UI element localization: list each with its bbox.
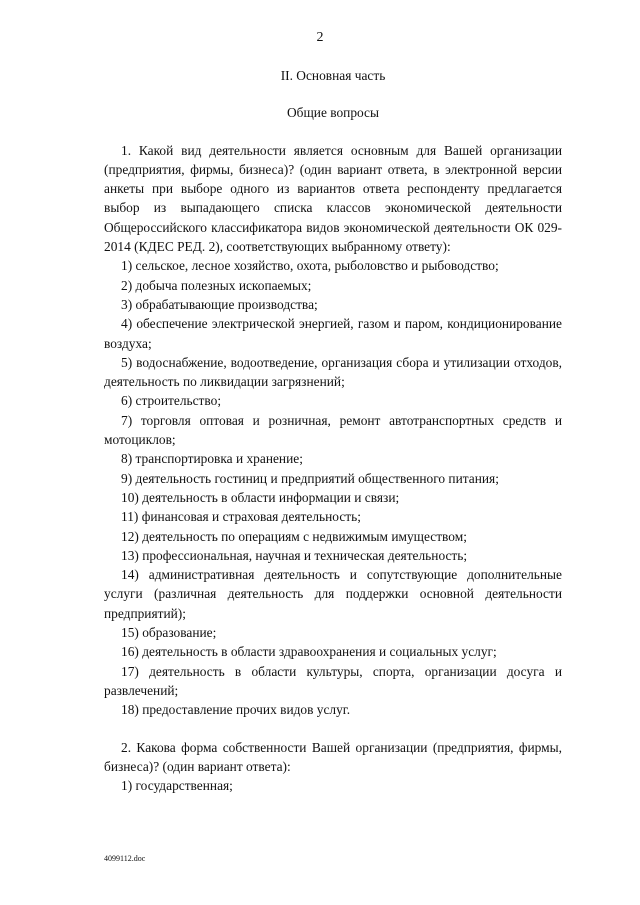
document-body: [104, 66, 562, 795]
question-2-text: 2. Какова форма собственности Вашей организации (предприятия, фирмы, бизнеса)? (один вариант ответа):: [104, 739, 562, 774]
answer-option: 1) сельское, лесное хозяйство, охота, рыболовство и рыбоводство;: [121, 258, 499, 274]
section-title: II. Основная часть: [280, 68, 386, 83]
answer-option: 7) торговля оптовая и розничная, ремонт автотранспортных средств и мотоциклов;: [104, 412, 562, 448]
answer-option: 14) административная деятельность и сопутствующие дополнительные услуги (различная деятельность для поддержки основной деятельности предприятий);: [104, 567, 562, 621]
answer-option: 18) предоставление прочих видов услуг.: [121, 702, 351, 718]
answer-option: 8) транспортировка и хранение;: [121, 451, 303, 467]
question-1-text: 1. Какой вид деятельности является основным для Вашей организации (предприятия, фирмы, бизнеса)? (один вариант ответа, в электронной версии анкеты при выборе одного из вариантов ответа респонденту предлагается выбор из выпадающего списка классов экономической деятельности Общероссийского классификатора видов экономической деятельности ОК 029-2014 (КДЕС РЕД. 2), соответствующих выбранному ответу):: [104, 142, 562, 255]
answer-option: 17) деятельность в области культуры, спорта, организации досуга и развлечений;: [104, 663, 562, 698]
subsection-title: Общие вопросы: [286, 105, 379, 121]
answer-option: 3) обрабатывающие производства;: [121, 296, 318, 312]
answer-option: 15) образование;: [121, 625, 217, 641]
answer-option: 13) профессиональная, научная и техническая деятельность;: [121, 547, 468, 563]
answer-option: 4) обеспечение электрической энергией, газом и паром, кондиционирование воздуха;: [104, 316, 562, 351]
answer-option: 6) строительство;: [121, 393, 222, 409]
page-number: 2: [316, 30, 324, 45]
file-name-footer: 4099112.doc: [104, 854, 146, 863]
answer-option: 12) деятельность по операциям с недвижимым имуществом;: [121, 528, 467, 544]
answer-option: 1) государственная;: [121, 778, 233, 794]
question-2-options: [104, 776, 562, 795]
answer-option: 2) добыча полезных ископаемых;: [121, 277, 312, 293]
question-1-options: [104, 256, 562, 719]
spacer: [104, 720, 562, 738]
answer-option: 5) водоснабжение, водоотведение, организация сбора и утилизации отходов, деятельность по ликвидации загрязнений;: [104, 354, 562, 390]
answer-option: 16) деятельность в области здравоохранения и социальных услуг;: [121, 644, 497, 660]
answer-option: 11) финансовая и страховая деятельность;: [121, 509, 361, 525]
answer-option: 9) деятельность гостиниц и предприятий общественного питания;: [121, 470, 499, 486]
answer-option: 10) деятельность в области информации и связи;: [121, 489, 400, 505]
